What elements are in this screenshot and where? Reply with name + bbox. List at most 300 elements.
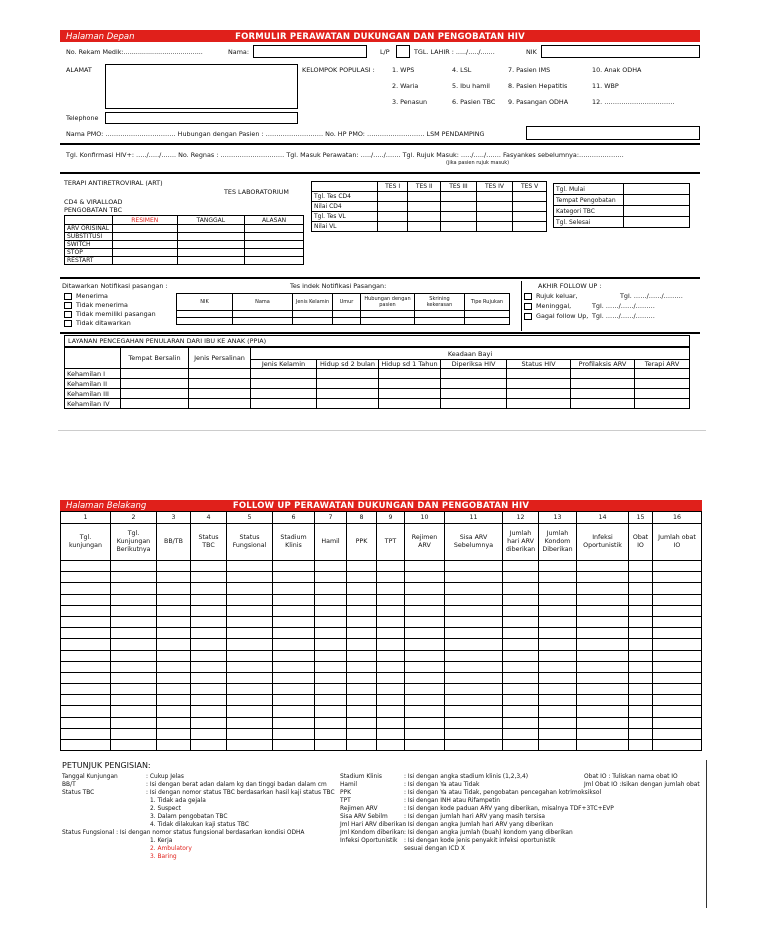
table-cell[interactable] xyxy=(577,594,629,605)
table-cell[interactable] xyxy=(577,628,629,639)
table-cell[interactable] xyxy=(227,605,273,616)
follow-row[interactable]: Rujuk keluar, xyxy=(524,292,578,300)
table-cell[interactable] xyxy=(503,717,539,728)
table-cell[interactable] xyxy=(111,605,157,616)
table-cell[interactable] xyxy=(445,672,503,683)
table-cell[interactable] xyxy=(111,572,157,583)
table-cell[interactable] xyxy=(315,728,347,739)
table-cell[interactable] xyxy=(111,639,157,650)
table-cell[interactable] xyxy=(405,740,445,751)
table-cell[interactable] xyxy=(577,717,629,728)
follow-row[interactable]: Gagal follow Up, xyxy=(524,312,588,320)
table-cell[interactable] xyxy=(227,695,273,706)
notif-option[interactable]: Tidak ditawarkan xyxy=(64,319,131,327)
table-cell[interactable] xyxy=(191,583,227,594)
table-cell[interactable] xyxy=(653,661,702,672)
table-cell[interactable] xyxy=(227,616,273,627)
table-cell[interactable] xyxy=(273,650,315,661)
table-cell[interactable] xyxy=(629,572,653,583)
table-cell[interactable] xyxy=(405,628,445,639)
table-cell[interactable] xyxy=(539,628,577,639)
table-cell[interactable] xyxy=(577,616,629,627)
table-cell[interactable] xyxy=(629,561,653,572)
table-cell[interactable] xyxy=(377,695,405,706)
table-cell[interactable] xyxy=(61,628,111,639)
table-cell[interactable] xyxy=(315,661,347,672)
table-cell[interactable] xyxy=(61,616,111,627)
table-cell[interactable] xyxy=(539,706,577,717)
table-cell[interactable] xyxy=(539,672,577,683)
tbc-cell[interactable] xyxy=(624,195,690,206)
table-cell[interactable] xyxy=(629,717,653,728)
table-cell[interactable] xyxy=(445,684,503,695)
table-cell[interactable] xyxy=(377,650,405,661)
table-cell[interactable] xyxy=(157,695,191,706)
table-cell[interactable] xyxy=(347,628,377,639)
table-cell[interactable] xyxy=(273,583,315,594)
table-cell[interactable] xyxy=(347,684,377,695)
table-cell[interactable] xyxy=(405,639,445,650)
table-cell[interactable] xyxy=(191,650,227,661)
table-cell[interactable] xyxy=(315,628,347,639)
table-cell[interactable] xyxy=(347,706,377,717)
table-cell[interactable] xyxy=(111,684,157,695)
table-cell[interactable] xyxy=(111,561,157,572)
checkbox-icon[interactable] xyxy=(64,311,72,318)
table-cell[interactable] xyxy=(539,561,577,572)
lab-cell[interactable] xyxy=(441,222,477,232)
art-cell[interactable] xyxy=(113,249,178,257)
table-cell[interactable] xyxy=(539,740,577,751)
table-cell[interactable] xyxy=(377,706,405,717)
table-cell[interactable] xyxy=(629,605,653,616)
table-cell[interactable] xyxy=(405,616,445,627)
table-cell[interactable] xyxy=(577,650,629,661)
alamat-field[interactable] xyxy=(105,64,298,109)
table-cell[interactable] xyxy=(405,583,445,594)
table-cell[interactable] xyxy=(273,706,315,717)
table-cell[interactable] xyxy=(347,639,377,650)
table-cell[interactable] xyxy=(577,728,629,739)
table-cell[interactable] xyxy=(653,728,702,739)
lab-cell[interactable] xyxy=(408,192,441,202)
art-cell[interactable] xyxy=(177,233,245,241)
table-cell[interactable] xyxy=(377,583,405,594)
table-cell[interactable] xyxy=(227,740,273,751)
table-cell[interactable] xyxy=(577,561,629,572)
table-cell[interactable] xyxy=(539,661,577,672)
table-cell[interactable] xyxy=(227,706,273,717)
table-cell[interactable] xyxy=(157,583,191,594)
table-cell[interactable] xyxy=(191,740,227,751)
lab-cell[interactable] xyxy=(513,202,547,212)
table-cell[interactable] xyxy=(503,572,539,583)
table-cell[interactable] xyxy=(445,583,503,594)
table-cell[interactable] xyxy=(445,740,503,751)
table-cell[interactable] xyxy=(61,695,111,706)
table-cell[interactable] xyxy=(653,594,702,605)
follow-row[interactable]: Meninggal, xyxy=(524,302,571,310)
table-cell[interactable] xyxy=(191,728,227,739)
table-cell[interactable] xyxy=(577,672,629,683)
table-cell[interactable] xyxy=(315,672,347,683)
table-cell[interactable] xyxy=(191,684,227,695)
table-cell[interactable] xyxy=(61,605,111,616)
lab-cell[interactable] xyxy=(441,202,477,212)
art-cell[interactable] xyxy=(177,225,245,233)
table-cell[interactable] xyxy=(61,672,111,683)
lab-cell[interactable] xyxy=(476,212,512,222)
table-cell[interactable] xyxy=(191,561,227,572)
table-cell[interactable] xyxy=(157,605,191,616)
table-cell[interactable] xyxy=(347,616,377,627)
table-cell[interactable] xyxy=(191,672,227,683)
table-cell[interactable] xyxy=(445,616,503,627)
table-cell[interactable] xyxy=(227,728,273,739)
table-cell[interactable] xyxy=(629,594,653,605)
table-cell[interactable] xyxy=(347,561,377,572)
lab-cell[interactable] xyxy=(378,202,408,212)
table-cell[interactable] xyxy=(111,616,157,627)
table-cell[interactable] xyxy=(157,616,191,627)
table-cell[interactable] xyxy=(191,628,227,639)
table-cell[interactable] xyxy=(577,684,629,695)
table-cell[interactable] xyxy=(315,706,347,717)
table-cell[interactable] xyxy=(653,605,702,616)
lab-cell[interactable] xyxy=(441,192,477,202)
table-cell[interactable] xyxy=(273,616,315,627)
lab-cell[interactable] xyxy=(513,222,547,232)
table-cell[interactable] xyxy=(227,639,273,650)
table-cell[interactable] xyxy=(503,594,539,605)
table-cell[interactable] xyxy=(111,728,157,739)
table-cell[interactable] xyxy=(445,639,503,650)
lab-cell[interactable] xyxy=(513,212,547,222)
table-cell[interactable] xyxy=(377,639,405,650)
table-cell[interactable] xyxy=(539,594,577,605)
table-cell[interactable] xyxy=(347,583,377,594)
table-cell[interactable] xyxy=(273,728,315,739)
table-cell[interactable] xyxy=(539,684,577,695)
table-cell[interactable] xyxy=(111,628,157,639)
table-cell[interactable] xyxy=(405,572,445,583)
table-cell[interactable] xyxy=(157,572,191,583)
table-cell[interactable] xyxy=(227,672,273,683)
table-cell[interactable] xyxy=(157,706,191,717)
table-cell[interactable] xyxy=(315,684,347,695)
table-cell[interactable] xyxy=(347,740,377,751)
table-cell[interactable] xyxy=(227,717,273,728)
table-cell[interactable] xyxy=(315,639,347,650)
table-cell[interactable] xyxy=(629,628,653,639)
table-cell[interactable] xyxy=(273,684,315,695)
table-cell[interactable] xyxy=(111,583,157,594)
checkbox-icon[interactable] xyxy=(524,303,532,310)
table-cell[interactable] xyxy=(157,684,191,695)
table-cell[interactable] xyxy=(315,605,347,616)
table-cell[interactable] xyxy=(157,628,191,639)
table-cell[interactable] xyxy=(61,728,111,739)
table-cell[interactable] xyxy=(157,650,191,661)
table-cell[interactable] xyxy=(405,695,445,706)
table-cell[interactable] xyxy=(157,672,191,683)
tbc-cell[interactable] xyxy=(624,217,690,228)
table-cell[interactable] xyxy=(61,594,111,605)
table-cell[interactable] xyxy=(61,639,111,650)
table-cell[interactable] xyxy=(157,740,191,751)
table-cell[interactable] xyxy=(539,650,577,661)
table-cell[interactable] xyxy=(503,728,539,739)
table-cell[interactable] xyxy=(629,661,653,672)
table-cell[interactable] xyxy=(273,740,315,751)
table-cell[interactable] xyxy=(111,706,157,717)
lab-cell[interactable] xyxy=(513,192,547,202)
table-cell[interactable] xyxy=(315,650,347,661)
table-cell[interactable] xyxy=(227,561,273,572)
art-cell[interactable] xyxy=(113,233,178,241)
checkbox-icon[interactable] xyxy=(524,293,532,300)
table-cell[interactable] xyxy=(377,717,405,728)
table-cell[interactable] xyxy=(653,572,702,583)
lab-cell[interactable] xyxy=(408,222,441,232)
table-cell[interactable] xyxy=(315,717,347,728)
nik-field[interactable] xyxy=(541,45,700,58)
table-cell[interactable] xyxy=(157,639,191,650)
notif-option[interactable]: Menerima xyxy=(64,292,108,300)
table-cell[interactable] xyxy=(445,728,503,739)
table-cell[interactable] xyxy=(227,684,273,695)
lab-cell[interactable] xyxy=(378,212,408,222)
table-cell[interactable] xyxy=(347,728,377,739)
table-cell[interactable] xyxy=(377,616,405,627)
table-cell[interactable] xyxy=(377,594,405,605)
table-cell[interactable] xyxy=(227,594,273,605)
art-cell[interactable] xyxy=(113,257,178,265)
table-cell[interactable] xyxy=(445,605,503,616)
table-cell[interactable] xyxy=(273,594,315,605)
table-cell[interactable] xyxy=(191,616,227,627)
lab-cell[interactable] xyxy=(378,192,408,202)
table-cell[interactable] xyxy=(191,605,227,616)
table-cell[interactable] xyxy=(315,594,347,605)
table-cell[interactable] xyxy=(377,572,405,583)
table-cell[interactable] xyxy=(577,639,629,650)
table-cell[interactable] xyxy=(191,639,227,650)
notif-option[interactable]: Tidak menerima xyxy=(64,301,128,309)
table-cell[interactable] xyxy=(629,639,653,650)
table-cell[interactable] xyxy=(157,728,191,739)
table-cell[interactable] xyxy=(577,583,629,594)
table-cell[interactable] xyxy=(191,706,227,717)
table-cell[interactable] xyxy=(653,695,702,706)
table-cell[interactable] xyxy=(445,706,503,717)
checkbox-icon[interactable] xyxy=(64,293,72,300)
tbc-cell[interactable] xyxy=(624,184,690,195)
lsm-field[interactable] xyxy=(526,126,700,140)
table-cell[interactable] xyxy=(227,583,273,594)
table-cell[interactable] xyxy=(653,706,702,717)
table-cell[interactable] xyxy=(629,583,653,594)
table-cell[interactable] xyxy=(445,561,503,572)
table-cell[interactable] xyxy=(377,672,405,683)
table-cell[interactable] xyxy=(347,672,377,683)
art-cell[interactable] xyxy=(245,249,304,257)
table-cell[interactable] xyxy=(61,650,111,661)
table-cell[interactable] xyxy=(577,661,629,672)
table-cell[interactable] xyxy=(653,583,702,594)
table-cell[interactable] xyxy=(111,740,157,751)
table-cell[interactable] xyxy=(273,661,315,672)
table-cell[interactable] xyxy=(653,628,702,639)
table-cell[interactable] xyxy=(405,728,445,739)
table-cell[interactable] xyxy=(653,740,702,751)
table-cell[interactable] xyxy=(61,661,111,672)
table-cell[interactable] xyxy=(539,616,577,627)
table-cell[interactable] xyxy=(405,561,445,572)
table-cell[interactable] xyxy=(653,639,702,650)
table-cell[interactable] xyxy=(377,728,405,739)
table-cell[interactable] xyxy=(227,628,273,639)
nama-field[interactable] xyxy=(253,45,367,58)
checkbox-icon[interactable] xyxy=(524,313,532,320)
table-cell[interactable] xyxy=(315,583,347,594)
table-cell[interactable] xyxy=(577,740,629,751)
table-cell[interactable] xyxy=(445,628,503,639)
table-cell[interactable] xyxy=(445,661,503,672)
table-cell[interactable] xyxy=(191,594,227,605)
table-cell[interactable] xyxy=(273,639,315,650)
table-cell[interactable] xyxy=(405,594,445,605)
table-cell[interactable] xyxy=(377,661,405,672)
table-cell[interactable] xyxy=(503,706,539,717)
table-cell[interactable] xyxy=(315,572,347,583)
table-cell[interactable] xyxy=(191,695,227,706)
table-cell[interactable] xyxy=(405,650,445,661)
table-cell[interactable] xyxy=(377,561,405,572)
table-cell[interactable] xyxy=(503,672,539,683)
table-cell[interactable] xyxy=(157,661,191,672)
table-cell[interactable] xyxy=(347,605,377,616)
table-cell[interactable] xyxy=(539,572,577,583)
table-cell[interactable] xyxy=(157,717,191,728)
table-cell[interactable] xyxy=(503,628,539,639)
table-cell[interactable] xyxy=(315,695,347,706)
table-cell[interactable] xyxy=(61,572,111,583)
table-cell[interactable] xyxy=(315,561,347,572)
table-cell[interactable] xyxy=(629,684,653,695)
table-cell[interactable] xyxy=(227,661,273,672)
table-cell[interactable] xyxy=(539,695,577,706)
art-cell[interactable] xyxy=(113,241,178,249)
art-cell[interactable] xyxy=(245,241,304,249)
tbc-cell[interactable] xyxy=(624,206,690,217)
table-cell[interactable] xyxy=(539,639,577,650)
table-cell[interactable] xyxy=(61,706,111,717)
table-cell[interactable] xyxy=(157,561,191,572)
table-cell[interactable] xyxy=(503,616,539,627)
table-cell[interactable] xyxy=(273,605,315,616)
table-cell[interactable] xyxy=(629,616,653,627)
table-cell[interactable] xyxy=(111,594,157,605)
table-cell[interactable] xyxy=(653,717,702,728)
table-cell[interactable] xyxy=(629,740,653,751)
table-cell[interactable] xyxy=(503,605,539,616)
lab-cell[interactable] xyxy=(476,192,512,202)
table-cell[interactable] xyxy=(503,684,539,695)
table-cell[interactable] xyxy=(61,684,111,695)
table-cell[interactable] xyxy=(377,740,405,751)
table-cell[interactable] xyxy=(577,695,629,706)
art-cell[interactable] xyxy=(245,225,304,233)
art-cell[interactable] xyxy=(177,257,245,265)
table-cell[interactable] xyxy=(653,672,702,683)
table-cell[interactable] xyxy=(377,628,405,639)
table-cell[interactable] xyxy=(503,661,539,672)
table-cell[interactable] xyxy=(273,717,315,728)
table-cell[interactable] xyxy=(111,672,157,683)
table-cell[interactable] xyxy=(273,572,315,583)
table-cell[interactable] xyxy=(405,684,445,695)
lab-cell[interactable] xyxy=(408,212,441,222)
table-cell[interactable] xyxy=(315,740,347,751)
table-cell[interactable] xyxy=(111,695,157,706)
table-cell[interactable] xyxy=(539,583,577,594)
lp-field[interactable] xyxy=(396,45,410,58)
telephone-field[interactable] xyxy=(105,112,298,124)
table-cell[interactable] xyxy=(273,561,315,572)
table-cell[interactable] xyxy=(273,628,315,639)
table-cell[interactable] xyxy=(653,561,702,572)
table-cell[interactable] xyxy=(191,661,227,672)
table-cell[interactable] xyxy=(503,583,539,594)
checkbox-icon[interactable] xyxy=(64,320,72,327)
table-cell[interactable] xyxy=(191,717,227,728)
table-cell[interactable] xyxy=(405,605,445,616)
table-cell[interactable] xyxy=(347,650,377,661)
table-cell[interactable] xyxy=(653,684,702,695)
table-cell[interactable] xyxy=(629,706,653,717)
table-cell[interactable] xyxy=(445,594,503,605)
table-cell[interactable] xyxy=(273,695,315,706)
lab-cell[interactable] xyxy=(378,222,408,232)
art-cell[interactable] xyxy=(245,257,304,265)
table-cell[interactable] xyxy=(405,717,445,728)
table-cell[interactable] xyxy=(577,605,629,616)
table-cell[interactable] xyxy=(111,661,157,672)
table-cell[interactable] xyxy=(405,672,445,683)
art-cell[interactable] xyxy=(113,225,178,233)
table-cell[interactable] xyxy=(445,695,503,706)
table-cell[interactable] xyxy=(405,706,445,717)
art-cell[interactable] xyxy=(177,241,245,249)
table-cell[interactable] xyxy=(629,650,653,661)
table-cell[interactable] xyxy=(61,583,111,594)
table-cell[interactable] xyxy=(377,605,405,616)
table-cell[interactable] xyxy=(347,717,377,728)
table-cell[interactable] xyxy=(445,717,503,728)
notif-option[interactable]: Tidak memiliki pasangan xyxy=(64,310,156,318)
table-cell[interactable] xyxy=(61,717,111,728)
table-cell[interactable] xyxy=(653,616,702,627)
lab-cell[interactable] xyxy=(408,202,441,212)
table-cell[interactable] xyxy=(347,594,377,605)
table-cell[interactable] xyxy=(227,650,273,661)
table-cell[interactable] xyxy=(445,650,503,661)
table-cell[interactable] xyxy=(629,672,653,683)
table-cell[interactable] xyxy=(445,572,503,583)
table-cell[interactable] xyxy=(629,728,653,739)
table-cell[interactable] xyxy=(111,717,157,728)
